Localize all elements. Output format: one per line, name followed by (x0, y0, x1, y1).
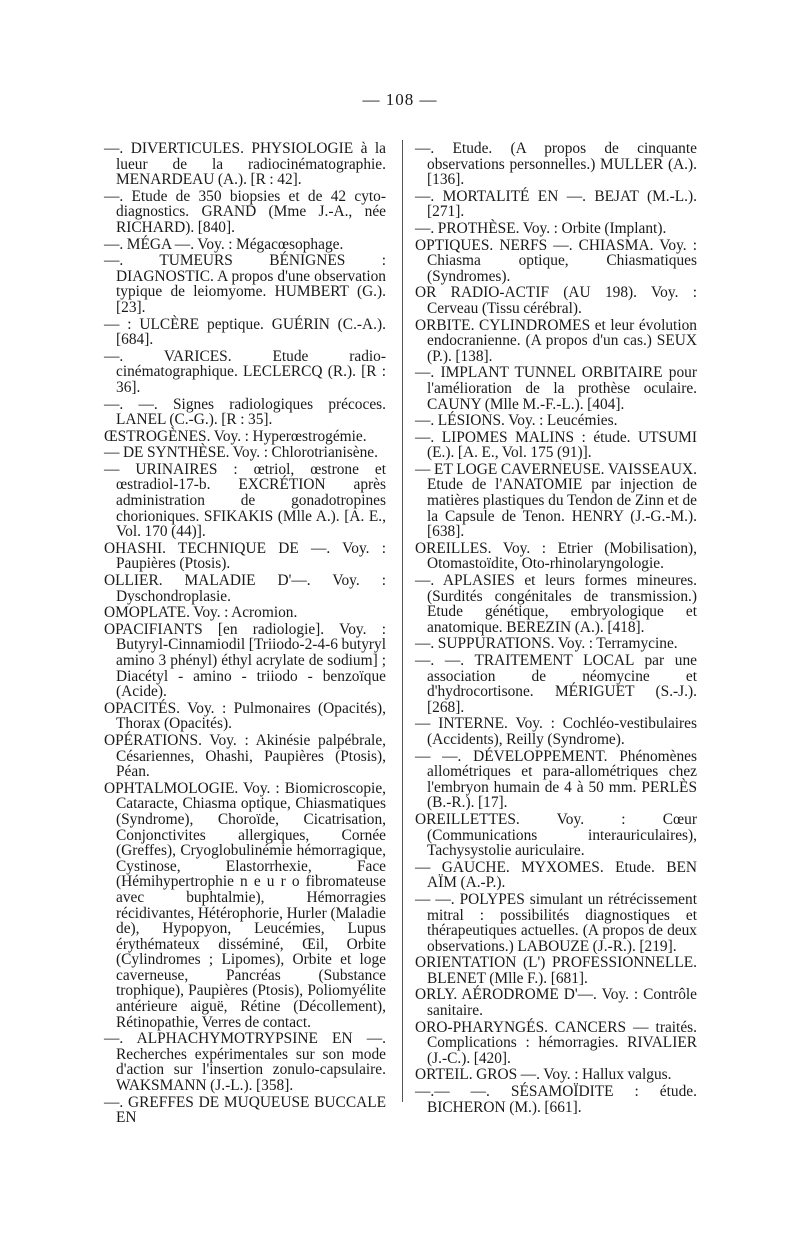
index-entry: —. Etude. (A propos de cinquante observations personnelles.) MULLER (A.). [136]. (415, 140, 697, 189)
index-entry: —. LÉSIONS. Voy. : Leucémies. (415, 412, 618, 430)
index-entry: OREILLETTES. Voy. : Cœur (Communications interauriculaires), Tachysystolie auriculaire. (415, 810, 697, 860)
index-entry: OR RADIO-ACTIF (AU 198). Voy. : Cerveau (Tissu cérébral). (415, 284, 697, 317)
index-entry: — —. POLYPES simulant un rétrécissement mitral : possibilités diagnostiques et thérapeutiques actuelles. (A propos de deux observations.) LABOUZE (J.-R.). [219]. (415, 890, 697, 955)
index-entry: —. GREFFES DE MUQUEUSE BUCCALE EN (104, 1093, 386, 1127)
index-entry: —. APLASIES et leurs formes mineures. (Surdités congénitales de transmission.) Etude génétique, embryologique et anatomique. BEREZIN (A.). [418]. (415, 572, 697, 636)
index-entry: ORTEIL. GROS —. Voy. : Hallux valgus. (415, 1066, 672, 1084)
column-divider (402, 140, 403, 1102)
index-entry: —. TUMEURS BÉNIGNES : DIAGNOSTIC. A propos d'une observation typique de leiomyome. HUMBERT (G.). [23]. (104, 252, 386, 316)
index-entry: —. SUPPURATIONS. Voy. : Terramycine. (415, 635, 678, 653)
page-number: — 108 — (362, 90, 438, 109)
right-column (415, 141, 697, 1116)
index-entry: —. Etude de 350 biopsies et de 42 cyto-diagnostics. GRAND (Mme J.-A., née RICHARD). [840]. (104, 187, 386, 236)
index-entry: —. MORTALITÉ EN —. BEJAT (M.-L.). [271]. (415, 187, 697, 221)
index-entry: —. DIVERTICULES. PHYSIOLOGIE à la lueur de la radiocinématographie. MENARDEAU (A.). [R : 42]. (104, 140, 386, 189)
index-entry: — GAUCHE. MYXOMES. Etude. BEN AÏM (A.-P.). (415, 858, 697, 892)
index-entry: —. VARICES. Etude radio-cinématographique. LECLERCQ (R.). [R : 36]. (104, 347, 386, 396)
index-entry: OPTIQUES. NERFS —. CHIASMA. Voy. : Chiasma optique, Chiasmatiques (Syndromes). (415, 236, 697, 285)
index-entry: OMOPLATE. Voy. : Acromion. (104, 604, 298, 622)
index-entry: ORIENTATION (L') PROFESSIONNELLE. BLENET (Mlle F.). [681]. (415, 954, 697, 987)
index-entry: — —. DÉVELOPPEMENT. Phénomènes allométriques et para-allométriques chez l'embryon humain de 4 à 50 mm. PERLÈS (B.-R.). [17]. (415, 747, 697, 812)
index-entry: —. LIPOMES MALINS : étude. UTSUMI (E.). [A. E., Vol. 175 (91)]. (415, 428, 697, 462)
index-entry: —. —. Signes radiologiques précoces. LANEL (C.-G.). [R : 35]. (104, 395, 386, 429)
index-entry: —. —. TRAITEMENT LOCAL par une association de néomycine et d'hydrocortisone. MÉRIGUET (S.-J.). [268]. (415, 652, 697, 716)
left-column (104, 141, 386, 1127)
index-entry: OPACIFIANTS [en radiologie]. Voy. : Butyryl-Cinnamiodil [Triiodo-2-4-6 butyryl amino 3 phényl) éthyl acrylate de sodium] ; Diacétyl - amino - triiodo - benzoïque (Acide). (104, 620, 386, 701)
index-entry: OPHTALMOLOGIE. Voy. : Biomicroscopie, Cataracte, Chiasma optique, Chiasmatiques (Syndrome), Choroïde, Cicatrisation, Conjonctivites allergiques, Cornée (Greffes), Cryoglobulinémie hémorragique, Cystinose, Elastorrhexie, Face (Hémihypertrophie n e u r o fibromateuse avec buphtalmie), Hémorragies récidivantes, Hétérophorie, Hurler (Maladie de), Hypopyon, Leucémies, Lupus érythémateux disséminé, Œil, Orbite (Cylindromes ; Lipomes), Orbite et loge caverneuse, Pancréas (Substance trophique), Paupières (Ptosis), Poliomyélite antérieure aiguë, Rétine (Décollement), Rétinopathie, Verres de contact. (104, 779, 386, 1031)
index-entry: — INTERNE. Voy. : Cochléo-vestibulaires (Accidents), Reilly (Syndrome). (415, 715, 697, 748)
index-entry: —. PROTHÈSE. Voy. : Orbite (Implant). (415, 219, 667, 237)
index-entry: OHASHI. TECHNIQUE DE —. Voy. : Paupières (Ptosis). (104, 539, 386, 573)
index-entry: ŒSTROGÈNES. Voy. : Hyperœstrogémie. (104, 427, 367, 445)
index-entry: OLLIER. MALADIE D'—. Voy. : Dyschondroplasie. (104, 572, 386, 605)
index-entry: ORLY. AÉRODROME D'—. Voy. : Contrôle sanitaire. (415, 986, 697, 1020)
index-entry: OPÉRATIONS. Voy. : Akinésie palpébrale, Césariennes, Ohashi, Paupières (Ptosis), Péan. (104, 731, 386, 781)
index-entry: — : ULCÈRE peptique. GUÉRIN (C.-A.). [684]. (104, 315, 386, 349)
index-entry: ORBITE. CYLINDROMES et leur évolution endocranienne. (A propos d'un cas.) SEUX (P.). [138]. (415, 316, 697, 365)
index-entry: ORO-PHARYNGÉS. CANCERS — traités. Complications : hémorragies. RIVALIER (J.-C.). [420]. (415, 1018, 697, 1067)
index-entry: OPACITÉS. Voy. : Pulmonaires (Opacités), Thorax (Opacités). (104, 699, 386, 733)
index-entry: — DE SYNTHÈSE. Voy. : Chlorotrianisène. (104, 444, 378, 462)
index-entry: —. IMPLANT TUNNEL ORBITAIRE pour l'amélioration de la prothèse oculaire. CAUNY (Mlle M.-F.-L.). [404]. (415, 364, 697, 413)
index-entry: — URINAIRES : œtriol, œstrone et œstradiol-17-b. EXCRÉTION après administration de gonadotropines chorioniques. SFIKAKIS (Mlle A.). [A. E., Vol. 170 (44)]. (104, 460, 386, 541)
index-entry: — ET LOGE CAVERNEUSE. VAISSEAUX. Etude de l'ANATOMIE par injection de matières plastiques du Tendon de Zinn et de la Capsule de Tenon. HENRY (J.-G.-M.). [638]. (415, 460, 697, 541)
index-entry: —. MÉGA —. Voy. : Mégacœsophage. (104, 235, 344, 253)
index-entry: —.— —. SÉSAMOÏDITE : étude. BICHERON (M.). [661]. (415, 1083, 697, 1116)
index-entry: —. ALPHACHYMOTRYPSINE EN —. Recherches expérimentales sur son mode d'action sur l'insertion zonulo-capsulaire. WAKSMANN (J.-L.). [358]. (104, 1030, 386, 1095)
index-entry: OREILLES. Voy. : Etrier (Mobilisation), Otomastoïdite, Oto-rhinolaryngologie. (415, 539, 697, 573)
